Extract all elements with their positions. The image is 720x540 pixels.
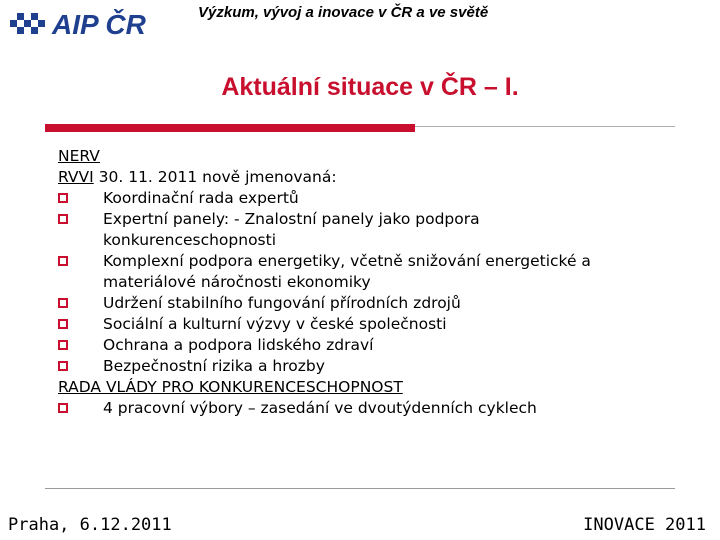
list-item-text: Udržení stabilního fungování přírodních zdrojů bbox=[103, 294, 461, 312]
rvvi-description: 30. 11. 2011 nově jmenovaná: bbox=[93, 168, 337, 186]
list-item bbox=[58, 209, 708, 251]
list-item bbox=[58, 356, 708, 377]
aip-cr-logo bbox=[8, 4, 158, 40]
list-item-text: Ochrana a podpora lidského zdraví bbox=[103, 336, 374, 354]
footer-divider bbox=[45, 488, 675, 489]
header-title: Výzkum, vývoj a inovace v ČR a ve světě bbox=[198, 4, 489, 21]
square-bullet-icon bbox=[58, 403, 68, 413]
square-bullet-icon bbox=[58, 361, 68, 371]
rvvi-label: RVVI bbox=[58, 168, 94, 186]
nerv-heading bbox=[58, 146, 708, 167]
rvvi-heading bbox=[58, 167, 708, 188]
list-item bbox=[58, 251, 708, 293]
list-item-text: 4 pracovní výbory – zasedání ve dvoutýdenních cyklech bbox=[103, 399, 537, 417]
rada-heading bbox=[58, 377, 708, 398]
title-underline-accent bbox=[45, 124, 415, 132]
list-item bbox=[58, 398, 708, 419]
square-bullet-icon bbox=[58, 319, 68, 329]
slide-content bbox=[58, 146, 708, 419]
footer-date: Praha, 6.12.2011 bbox=[8, 515, 172, 535]
square-bullet-icon bbox=[58, 214, 68, 224]
list-item bbox=[58, 188, 708, 209]
title-underline-rule bbox=[415, 126, 675, 127]
list-item-text: Komplexní podpora energetiky, včetně snižování energetické a materiálové náročnosti ekonomiky bbox=[103, 252, 591, 291]
svg-text:AIP ČR: AIP ČR bbox=[52, 9, 146, 40]
list-item-text: Sociální a kulturní výzvy v české společnosti bbox=[103, 315, 447, 333]
nerv-label: NERV bbox=[58, 147, 100, 165]
list-item bbox=[58, 314, 708, 335]
slide-title: Aktuální situace v ČR – I. bbox=[221, 73, 519, 101]
list-item-text: Expertní panely: - Znalostní panely jako podpora konkurenceschopnosti bbox=[103, 210, 480, 249]
footer-event: INOVACE 2011 bbox=[583, 515, 706, 535]
square-bullet-icon bbox=[58, 298, 68, 308]
list-item-text: Koordinační rada expertů bbox=[103, 189, 299, 207]
square-bullet-icon bbox=[58, 193, 68, 203]
square-bullet-icon bbox=[58, 340, 68, 350]
list-item-text: Bezpečnostní rizika a hrozby bbox=[103, 357, 325, 375]
list-item bbox=[58, 293, 708, 314]
list-item bbox=[58, 335, 708, 356]
square-bullet-icon bbox=[58, 256, 68, 266]
rada-label: RADA VLÁDY PRO KONKURENCESCHOPNOST bbox=[58, 378, 403, 396]
